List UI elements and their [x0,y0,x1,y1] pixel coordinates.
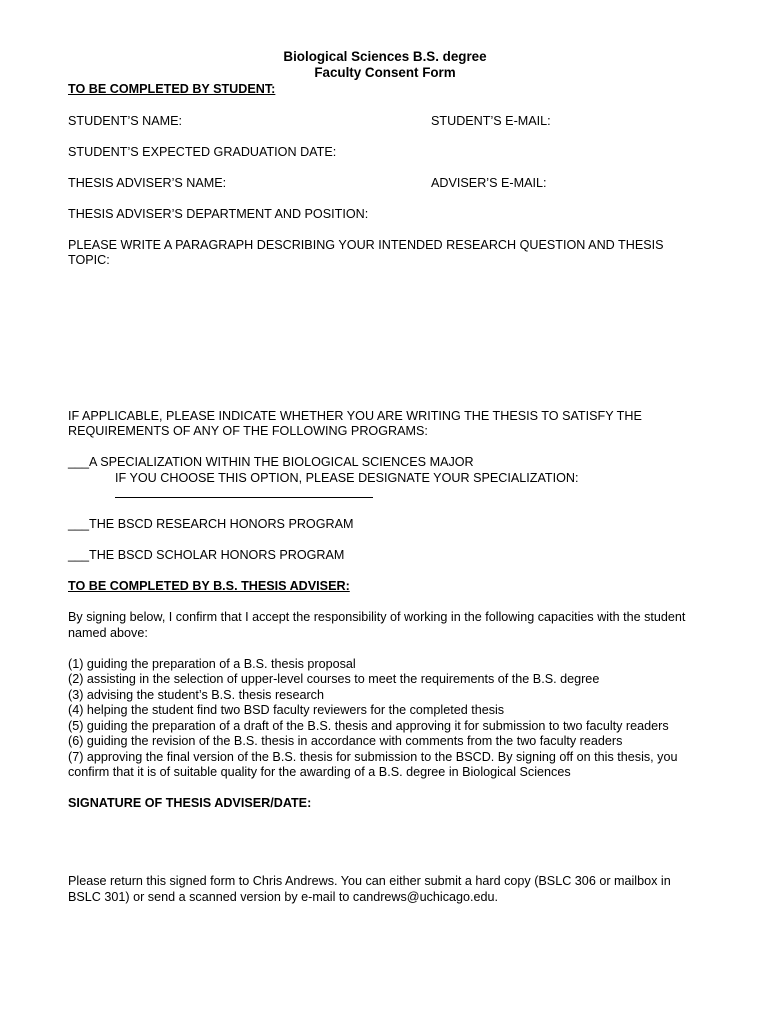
research-prompt-line-1: PLEASE WRITE A PARAGRAPH DESCRIBING YOUR INTENDED RESEARCH QUESTION AND THESIS [68,238,664,252]
student-name-label: STUDENT’S NAME: [68,114,183,128]
programs-prompt-line-1: IF APPLICABLE, PLEASE INDICATE WHETHER YOU ARE WRITING THE THESIS TO SATISFY THE [68,409,642,423]
duty-item: (7) approving the final version of the B.S. thesis for submission to the BSCD. By signing off on this thesis, you [68,750,678,764]
return-instructions-line-1: Please return this signed form to Chris Andrews. You can either submit a hard copy (BSLC 306 or mailbox in [68,874,671,888]
option-research-honors: ___THE BSCD RESEARCH HONORS PROGRAM [68,517,354,531]
student-email-label: STUDENT’S E-MAIL: [431,114,551,128]
option-specialization: ___A SPECIALIZATION WITHIN THE BIOLOGICAL SCIENCES MAJOR [68,455,474,469]
duty-item: confirm that it is of suitable quality for the awarding of a B.S. degree in Biological Sciences [68,765,571,779]
student-section-heading: TO BE COMPLETED BY STUDENT: [68,82,276,96]
adviser-email-label: ADVISER’S E-MAIL: [431,176,547,190]
duty-item: (6) guiding the revision of the B.S. thesis in accordance with comments from the two faculty readers [68,734,623,748]
duty-item: (2) assisting in the selection of upper-level courses to meet the requirements of the B.S. degree [68,672,600,686]
programs-prompt-line-2: REQUIREMENTS OF ANY OF THE FOLLOWING PROGRAMS: [68,424,428,438]
duty-item: (3) advising the student’s B.S. thesis research [68,688,324,702]
research-prompt-line-2: TOPIC: [68,253,110,267]
adviser-section-heading: TO BE COMPLETED BY B.S. THESIS ADVISER: [68,579,350,593]
adviser-name-label: THESIS ADVISER’S NAME: [68,176,227,190]
specialization-blank-line [115,497,373,498]
graduation-date-label: STUDENT’S EXPECTED GRADUATION DATE: [68,145,337,159]
duty-item: (5) guiding the preparation of a draft of the B.S. thesis and approving it for submission to two faculty readers [68,719,669,733]
option-specialization-sub: IF YOU CHOOSE THIS OPTION, PLEASE DESIGNATE YOUR SPECIALIZATION: [115,471,579,485]
return-instructions-line-2: BSLC 301) or send a scanned version by e-mail to candrews@uchicago.edu. [68,890,499,904]
duty-item: (1) guiding the preparation of a B.S. thesis proposal [68,657,356,671]
form-subtitle: Faculty Consent Form [314,65,456,80]
adviser-intro-line-2: named above: [68,626,148,640]
adviser-intro-line-1: By signing below, I confirm that I accept the responsibility of working in the following capacities with the student [68,610,686,624]
signature-label: SIGNATURE OF THESIS ADVISER/DATE: [68,796,312,810]
form-title: Biological Sciences B.S. degree [283,49,487,64]
adviser-department-label: THESIS ADVISER’S DEPARTMENT AND POSITION: [68,207,369,221]
option-scholar-honors: ___THE BSCD SCHOLAR HONORS PROGRAM [68,548,345,562]
duty-item: (4) helping the student find two BSD faculty reviewers for the completed thesis [68,703,505,717]
